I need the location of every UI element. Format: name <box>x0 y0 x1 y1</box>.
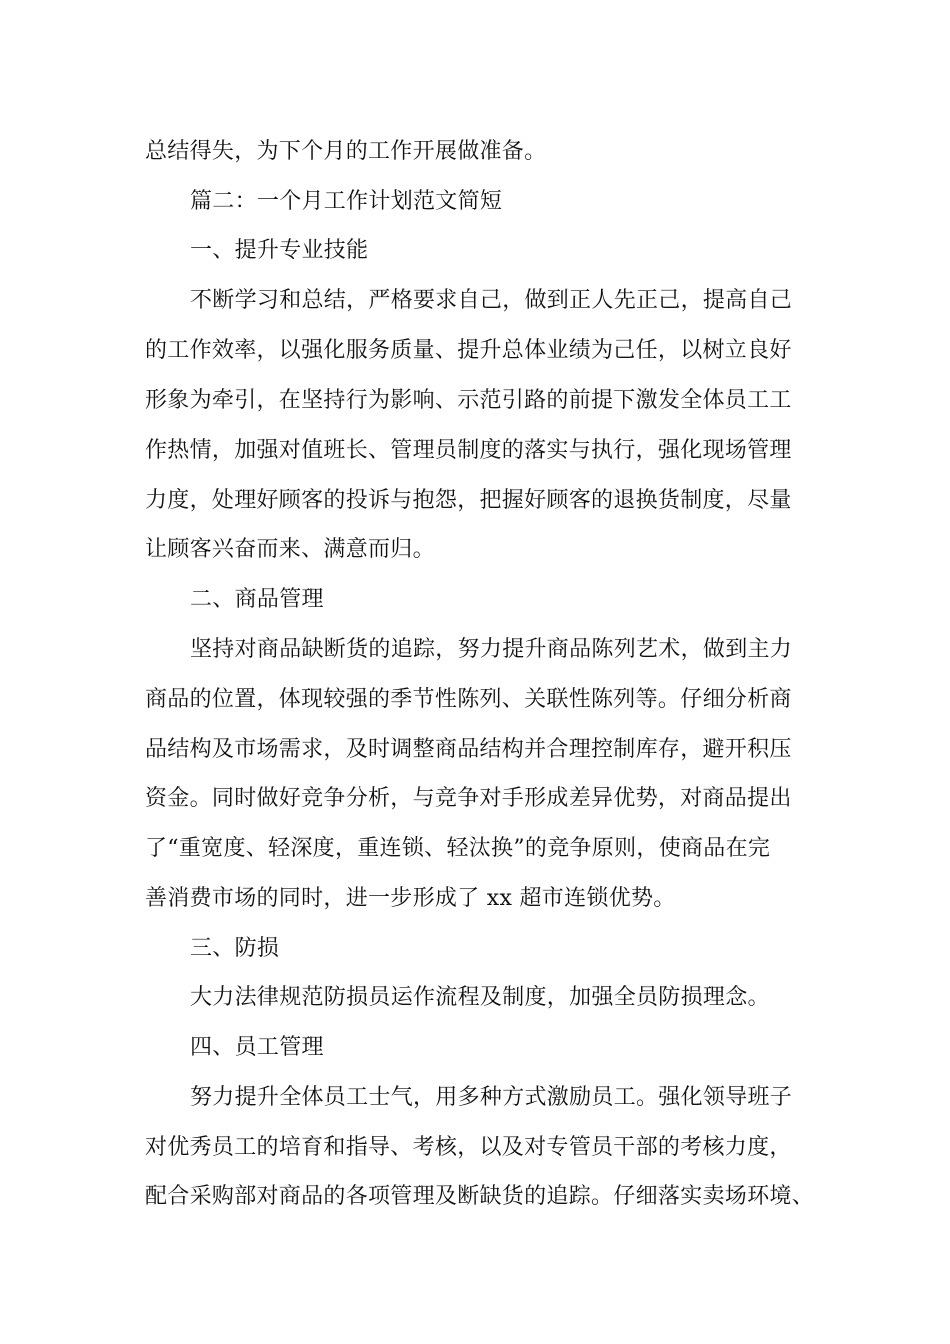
paragraph-line: 品结构及市场需求，及时调整商品结构并合理控制库存，避开积压 <box>145 737 792 762</box>
paragraph-line: 努力提升全体员工士气，用多种方式激励员工。强化领导班子 <box>190 1085 793 1110</box>
section-heading: 三、防损 <box>190 936 280 961</box>
paragraph-line: 对优秀员工的培育和指导、考核，以及对专管员干部的考核力度， <box>145 1135 792 1160</box>
section-heading: 二、商品管理 <box>190 587 324 612</box>
paragraph-line: 作热情，加强对值班长、管理员制度的落实与执行，强化现场管理 <box>145 438 792 463</box>
paragraph-line: 配合采购部对商品的各项管理及断缺货的追踪。仔细落实卖场环境、 <box>145 1184 815 1209</box>
paragraph-line: 了“重宽度、轻深度，重连锁、轻汰换”的竞争原则，使商品在完 <box>145 836 771 861</box>
paragraph-line: 资金。同时做好竞争分析，与竞争对手形成差异优势，对商品提出 <box>145 786 792 811</box>
paragraph-line: 总结得失，为下个月的工作开展做准备。 <box>145 139 547 164</box>
paragraph-line: 善消费市场的同时，进一步形成了 xx 超市连锁优势。 <box>145 886 676 911</box>
paragraph-line: 坚持对商品缺断货的追踪，努力提升商品陈列艺术，做到主力 <box>190 637 793 662</box>
paragraph-line: 力度，处理好顾客的投诉与抱怨，把握好顾客的退换货制度，尽量 <box>145 488 792 513</box>
section-title: 篇二：一个月工作计划范文简短 <box>190 189 503 214</box>
paragraph-line: 不断学习和总结，严格要求自己，做到正人先正己，提高自己 <box>190 288 793 313</box>
paragraph-line: 形象为牵引，在坚持行为影响、示范引路的前提下激发全体员工工 <box>145 388 792 413</box>
paragraph-line: 的工作效率，以强化服务质量、提升总体业绩为己任，以树立良好 <box>145 338 792 363</box>
section-heading: 一、提升专业技能 <box>190 238 369 263</box>
paragraph-line: 大力法律规范防损员运作流程及制度，加强全员防损理念。 <box>190 985 770 1010</box>
paragraph-line: 让顾客兴奋而来、满意而归。 <box>145 537 435 562</box>
paragraph-line: 商品的位置，体现较强的季节性陈列、关联性陈列等。仔细分析商 <box>145 687 792 712</box>
section-heading: 四、员工管理 <box>190 1035 324 1060</box>
